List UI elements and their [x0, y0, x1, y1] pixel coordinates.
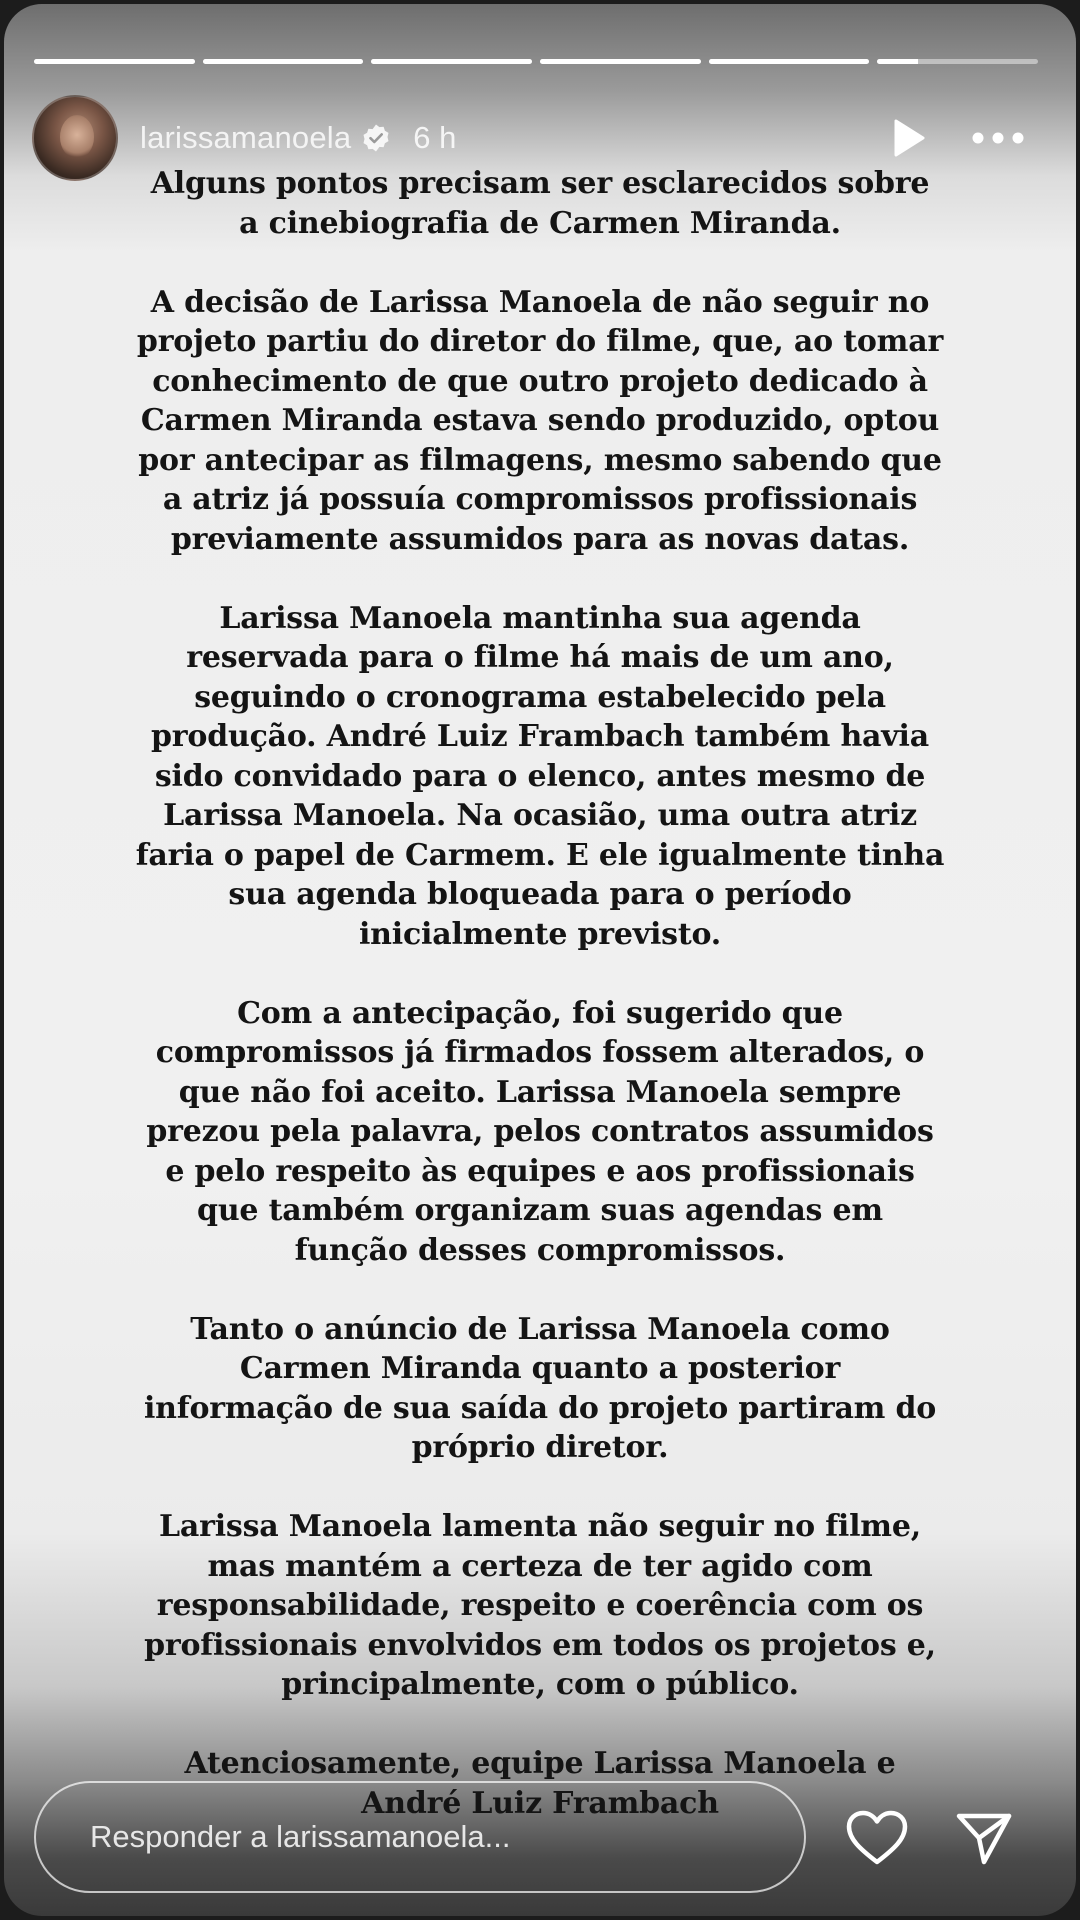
progress-segment [34, 59, 195, 64]
username[interactable]: larissamanoela [140, 120, 352, 155]
progress-segment [371, 59, 532, 64]
progress-segment [877, 59, 1038, 64]
send-icon[interactable] [954, 1808, 1014, 1868]
progress-segment [709, 59, 870, 64]
progress-segment [203, 59, 364, 64]
reply-input[interactable] [88, 1818, 772, 1856]
progress-segment [540, 59, 701, 64]
paragraph-announcement: Tanto o anúncio de Larissa Manoela como Carmen Miranda quanto a posterior informação de sua saída do projeto partiram do próprio diretor. [143, 1311, 937, 1465]
play-icon[interactable] [890, 118, 926, 158]
post-time: 6 h [413, 120, 457, 155]
paragraph-intro: Alguns pontos precisam ser esclarecidos sobre a cinebiografia de Carmen Miranda. [150, 166, 930, 241]
story-viewer[interactable] [4, 4, 1076, 1916]
story-text [64, 164, 1016, 1863]
story-progress-bar [34, 59, 1038, 64]
paragraph-schedule: Larissa Manoela mantinha sua agenda reservada para o filme há mais de um ano, seguindo o cronograma estabelecido pela produção. André Luiz Frambach também havia sido convidado para o elenco, antes mesmo de Larissa Manoela. Na ocasião, uma outra atriz faria o papel de Carmem. E ele igualmente tinha sua agenda bloqueada para o período inicialmente previsto. [135, 600, 945, 952]
verified-badge-icon [361, 123, 391, 153]
paragraph-signature: Atenciosamente, equipe Larissa Manoela e André Luiz Frambach [184, 1746, 896, 1821]
paragraph-decision: A decisão de Larissa Manoela de não seguir no projeto partiu do diretor do filme, que, ao tomar conhecimento de que outro projeto dedicado à Carmen Miranda estava sendo produzido, optou por antecipar as filmagens, mesmo sabendo que a atriz já possuía compromissos profissionais previamente assumidos para as novas datas. [136, 284, 944, 557]
reply-field[interactable] [34, 1781, 806, 1893]
more-icon[interactable] [972, 132, 1024, 144]
paragraph-anticipation: Com a antecipação, foi sugerido que compromissos já firmados fossem alterados, o que não foi aceito. Larissa Manoela sempre prezou pela palavra, pelos contratos assumidos e pelo respeito às equipes e aos profissionais que também organizam suas agendas em função desses compromissos. [146, 995, 934, 1268]
paragraph-regret: Larissa Manoela lamenta não seguir no filme, mas mantém a certeza de ter agido com responsabilidade, respeito e coerência com os profissionais envolvidos em todos os projetos e, principalmente, com o público. [144, 1509, 936, 1702]
heart-icon[interactable] [846, 1810, 908, 1866]
